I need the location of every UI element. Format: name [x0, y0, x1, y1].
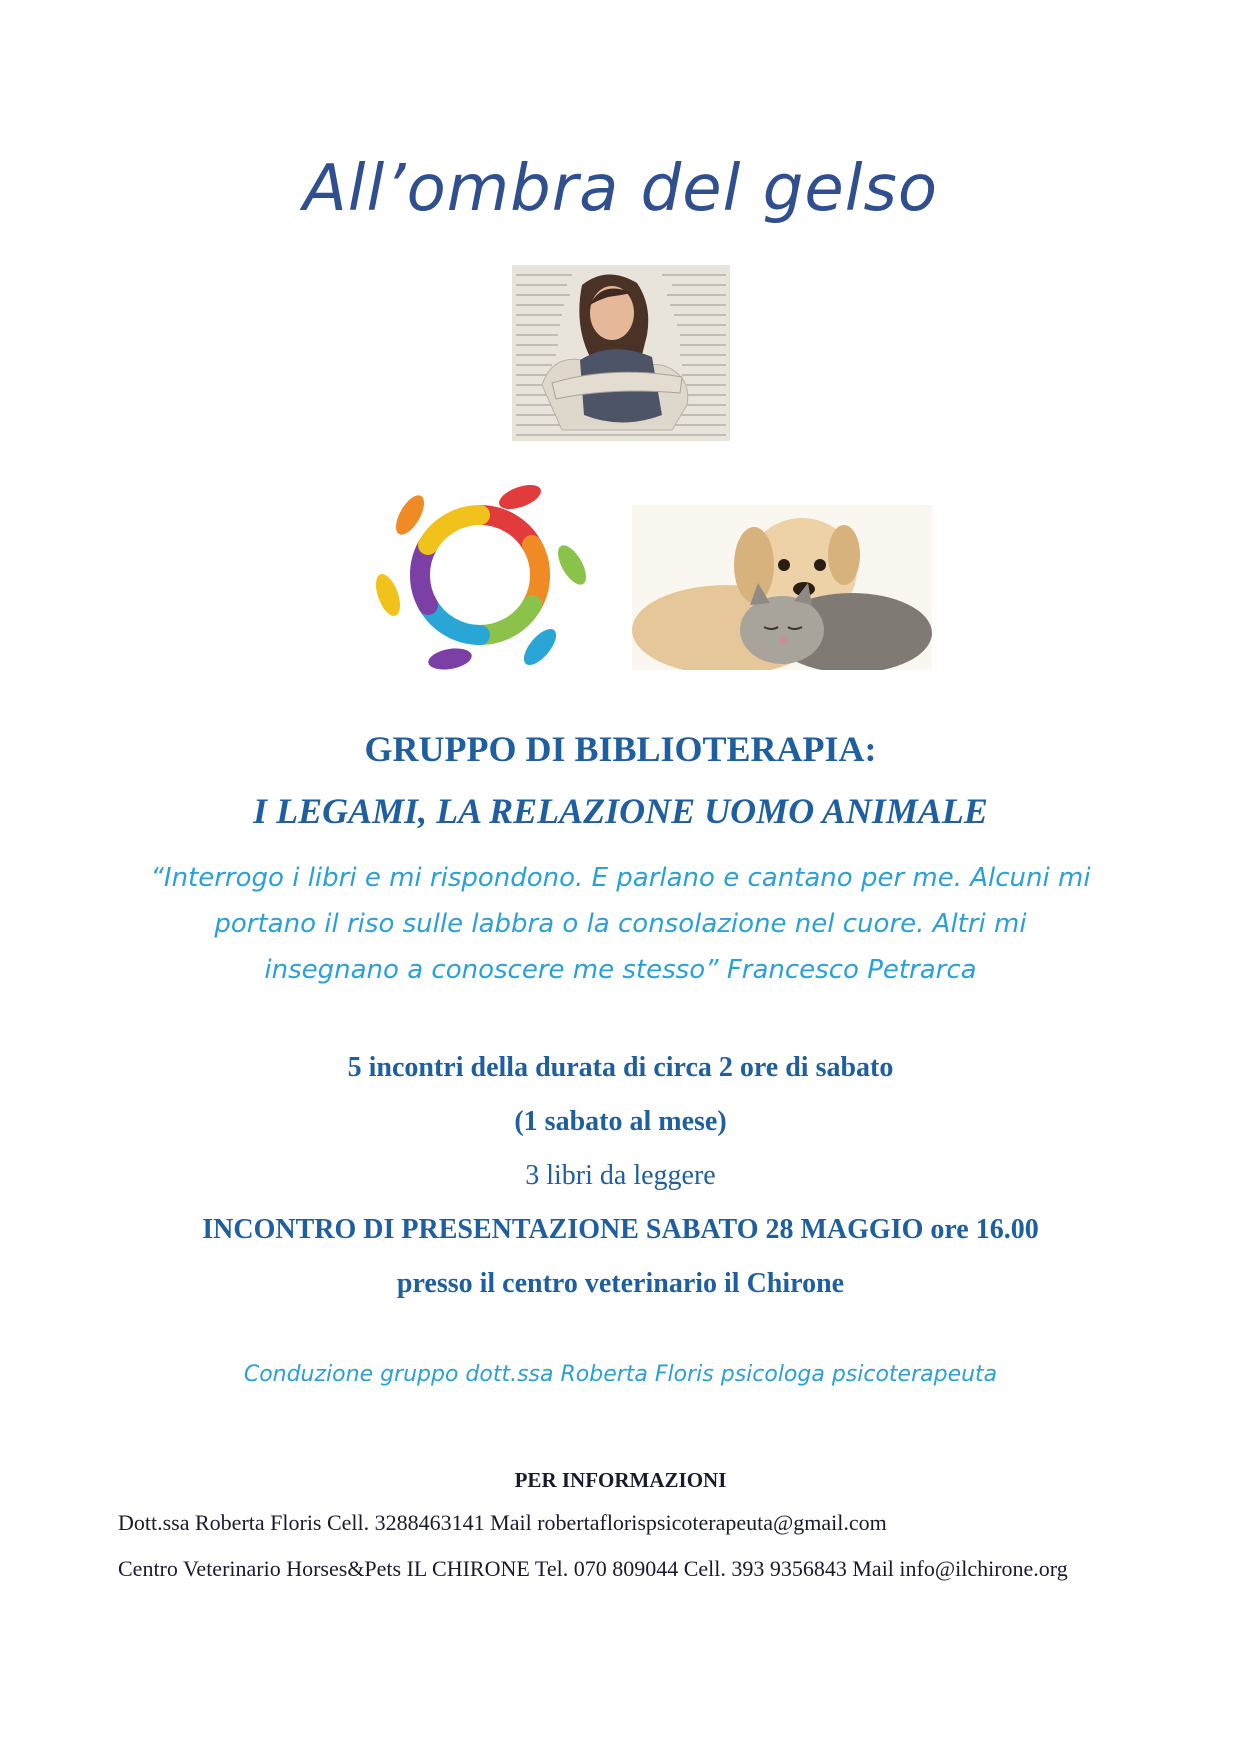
poster-title: All’ombra del gelso [302, 152, 939, 226]
meetings-info: 5 incontri della durata di circa 2 ore di sabato [347, 1052, 894, 1083]
location-info: presso il centro veterinario il Chirone [396, 1268, 845, 1299]
books-info: 3 libri da leggere [525, 1160, 716, 1191]
quote-line: portano il riso sulle labbra o la consolazione nel cuore. Altri mi [214, 909, 1027, 939]
heading-group-title: GRUPPO DI BIBLIOTERAPIA: [364, 729, 877, 769]
contact-chirone: Centro Veterinario Horses&Pets IL CHIRONE Tel. 070 809044 Cell. 393 9356843 Mail info@ilchirone.org [118, 1556, 1068, 1581]
presentation-info: INCONTRO DI PRESENTAZIONE SABATO 28 MAGGIO ore 16.00 [202, 1214, 1039, 1245]
contact-floris: Dott.ssa Roberta Floris Cell. 3288463141 Mail robertaflorispsicoterapeuta@gmail.com [118, 1510, 887, 1535]
puppy-kitten-image [632, 505, 932, 670]
conduction-info: Conduzione gruppo dott.ssa Roberta Floris psicologa psicoterapeuta [243, 1362, 998, 1387]
frequency-info: (1 sabato al mese) [514, 1106, 727, 1137]
quote-line: insegnano a conoscere me stesso” Francesco Petrarca [264, 955, 977, 985]
woman-hugging-book-image [512, 265, 730, 441]
quote-line: “Interrogo i libri e mi rispondono. E parlano e cantano per me. Alcuni mi [150, 863, 1091, 893]
rainbow-hands-logo [360, 470, 600, 680]
heading-group-subtitle: I LEGAMI, LA RELAZIONE UOMO ANIMALE [253, 791, 988, 831]
petrarca-quote [100, 855, 1141, 993]
contacts-heading: PER INFORMAZIONI [514, 1468, 727, 1492]
